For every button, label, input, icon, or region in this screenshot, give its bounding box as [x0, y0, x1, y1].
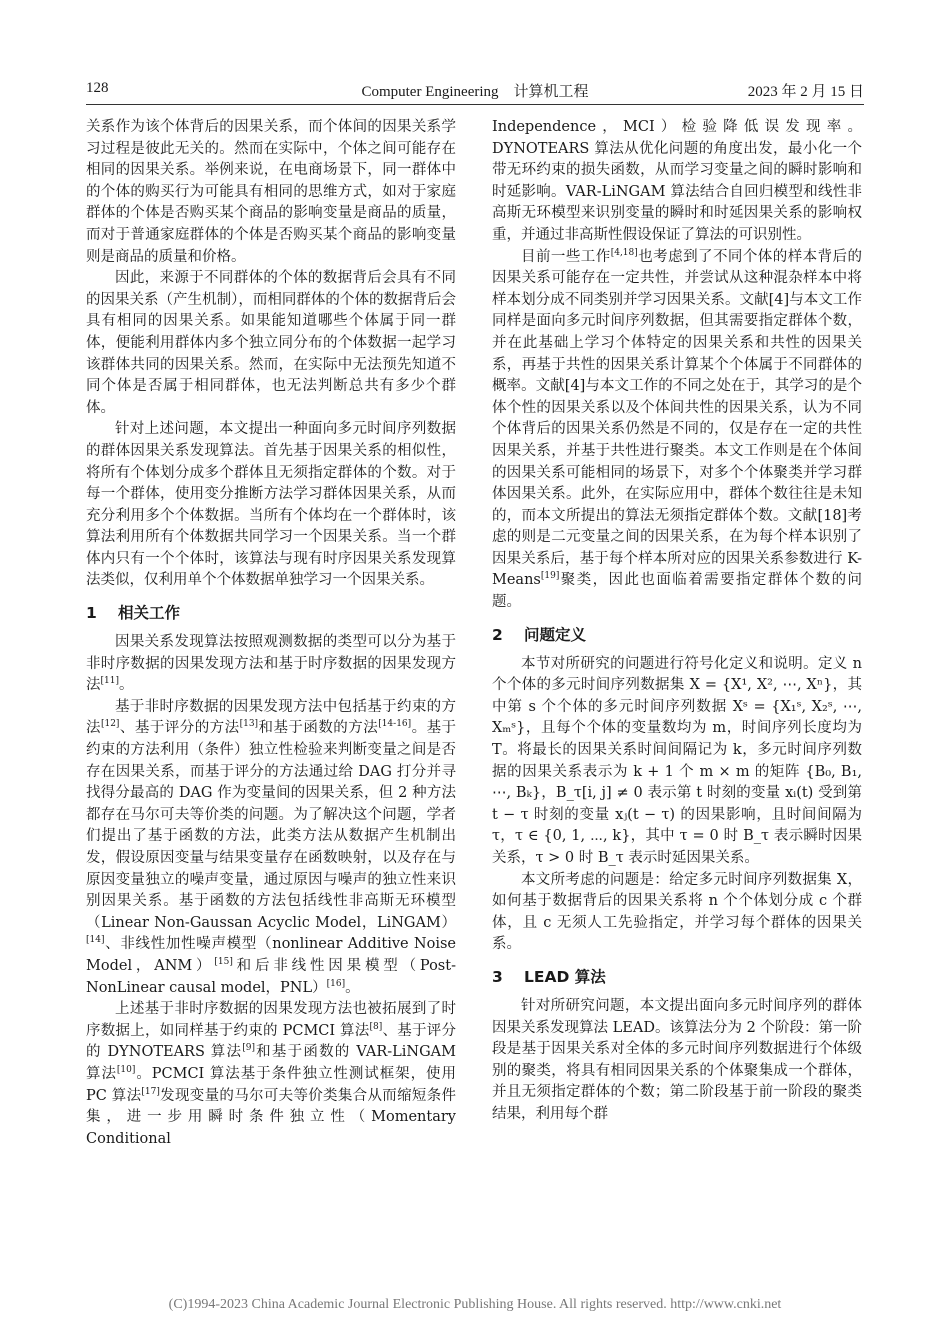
paragraph: [492, 247, 862, 614]
running-header: [86, 74, 864, 105]
text-run: 和基于函数的方法: [258, 720, 379, 737]
section-heading-3: [492, 966, 862, 988]
citation[interactable]: [12]: [100, 719, 120, 730]
text-run: 也考虑到了不同个体的样本背后的因果关系可能存在一定共性，并尝试从这种混杂样本中将样本划分成不同类别并学习因果关系。文献[4]与本文工作同样是面向多元时间序列数据，但其需要指定群体个数，并在此基础上学习个体特定的因果关系和共性的因果关系，再基于共性的因果关系计算某个个体属于不同群体的概率。文献[4]与本文工作的不同之处在于，其学习的是个体个性的因果关系以及个体间共性的因果关系，认为不同个体背后的因果关系仍然是不同的，仅是存在一定的共性因果关系，并基于共性进行聚类。本文工作则是在个体间的因果关系可能相同的场景下，对多个个体聚类并学习群体因果关系。此外，在实际应用中，群体个数往往是未知的，而本文所提出的算法无须指定群体个数。文献[18]考虑的则是二元变量之间的因果关系，在为每个样本识别了因果关系后，基于每个样本所对应的因果关系参数进行 K-Means: [492, 248, 863, 589]
citation[interactable]: [4,18]: [610, 247, 638, 258]
paragraph: [86, 999, 456, 1150]
copyright-footer: (C)1994-2023 China Academic Journal Electronic Publishing House. All rights reserved. http://www.cnki.net: [168, 1297, 782, 1312]
section-number: 1: [86, 604, 97, 623]
paragraph: Independence，MCI）检验降低误发现率。DYNOTEARS 算法从优化问题的角度出发，最小化一个带无环约束的损失函数，从而学习变量之间的瞬时影响和时延影响。VAR-LiNGAM 算法结合自回归模型和线性非高斯无环模型来识别变量的瞬时和时延因果关系的影响权重，并通过非高斯性假设保证了算法的可识别性。: [492, 119, 862, 243]
section-heading-1: [86, 602, 456, 624]
paragraph: 本文所考虑的问题是：给定多元时间序列数据集 X，如何基于数据背后的因果关系将 n 个个体划分成 c 个群体，且 c 无须人工先验指定，并学习每个群体的因果关系。: [492, 871, 862, 953]
left-column: [86, 117, 456, 1150]
text-run: 基于非时序数据的因果发现方法中包括基于约束的方法: [86, 698, 456, 737]
text-run: 。PCMCI 算法基于条件独立性测试框架，使用 PC 算法: [86, 1065, 456, 1104]
citation[interactable]: [15]: [214, 957, 233, 968]
section-title: LEAD 算法: [524, 967, 606, 986]
section-title: 相关工作: [118, 604, 181, 623]
paragraph: [86, 697, 456, 999]
citation[interactable]: [17]: [141, 1086, 160, 1097]
issue-date: 2023 年 2 月 15 日: [747, 84, 864, 100]
text-run: 、非线性加性噪声模型（nonlinear Additive Noise Model，ANM）: [86, 936, 456, 974]
citation[interactable]: [9]: [242, 1043, 255, 1054]
citation[interactable]: [19]: [540, 571, 560, 582]
right-column: [492, 117, 862, 1126]
text-run: 因果关系发现算法按照观测数据的类型可以分为基于非时序数据的因果发现方法和基于时序数据的因果发现方法: [86, 634, 456, 694]
text-run: 。: [345, 979, 360, 996]
text-run: 上述基于非时序数据的因果发现方法也被拓展到了时序数据上，如同样基于约束的 PCMCI 算法: [86, 1001, 456, 1039]
text-run: 发现变量的马尔可夫等价类集合从而缩短条件集，进一步用瞬时条件独立性（Momentary Conditional: [86, 1087, 457, 1147]
journal-name: Computer Engineering 计算机工程: [361, 84, 589, 100]
citation[interactable]: [13]: [239, 719, 259, 730]
text-run: 。基于约束的方法利用（条件）独立性检验来判断变量之间是否存在因果关系，而基于评分的方法通过给 DAG 打分并寻找得分最高的 DAG 作为变量间的因果关系，但 2 种方法都存在马尔可夫等价类的问题。为了解决这个问题，学者们提出了基于函数的方法，此类方法从数据产生机制出发，假设原因变量与结果变量存在函数映射，以及存在与原因变量独立的噪声变量，通过原因与噪声的独立性来识别因果关系。基于函数的方法包括线性非高斯无环模型（Linear Non-Gaussan Acyclic Model，LiNGAM）: [86, 720, 457, 931]
citation[interactable]: [8]: [369, 1021, 383, 1032]
text-run: 、基于评分的 DYNOTEARS 算法: [86, 1022, 456, 1061]
section-heading-2: [492, 624, 862, 646]
citation[interactable]: [14-16]: [378, 719, 412, 730]
paragraph: 针对上述问题，本文提出一种面向多元时间序列数据的群体因果关系发现算法。首先基于因果关系的相似性，将所有个体划分成多个群体且无须指定群体的个数。对于每一个群体，使用变分推断方法学习群体因果关系，从而充分利用多个个体数据。当所有个体均在一个群体时，该算法利用所有个体数据共同学习一个因果关系。当一个群体内只有一个个体时，该算法与现有时序因果关系发现算法类似，仅利用单个个体数据单独学习一个因果关系。: [86, 421, 456, 589]
section-number: 2: [492, 625, 503, 644]
page-number: 128: [86, 80, 109, 96]
text-run: 和基于函数的 VAR-LiNGAM 算法: [86, 1044, 456, 1082]
text-run: 、基于评分的方法: [119, 720, 240, 737]
citation[interactable]: [14]: [86, 935, 105, 946]
citation[interactable]: [16]: [326, 978, 346, 989]
section-number: 3: [492, 967, 503, 986]
paragraph: 本节对所研究的问题进行符号化定义和说明。定义 n 个个体的多元时间序列数据集 X = {X¹, X², ⋯, Xⁿ}，其中第 s 个个体的多元时间序列数据 Xˢ = {X₁ˢ, X₂ˢ, ⋯, Xₘˢ}，且每个个体的变量数均为 m，时间序列长度均为 T。将最长的因果关系时间间隔记为 k，多元时间序列数据的因果关系表示为 k + 1 个 m × m 的矩阵 {B₀, B₁, ⋯, Bₖ}，B_τ[i, j] ≠ 0 表示第 t 时刻的变量 xᵢ(t) 受到第 t − τ 时刻的变量 xⱼ(t − τ) 的因果影响，且时间间隔为 τ，τ ∈ {0, 1, ⋯, k}，其中 τ = 0 时 B_τ 表示瞬时因果关系，τ > 0 时 B_τ 表示时延因果关系。: [492, 655, 862, 866]
text-run: 聚类，因此也面临着需要指定群体个数的问题。: [492, 572, 862, 611]
text-run: 。: [118, 677, 134, 694]
paragraph: [86, 632, 456, 697]
section-title: 问题定义: [524, 625, 587, 644]
text-run: 目前一些工作: [521, 248, 611, 265]
text-run: 和后非线性因果模型（Post-NonLinear causal model，PNL）: [86, 957, 456, 996]
citation[interactable]: [11]: [100, 676, 119, 687]
citation[interactable]: [10]: [116, 1065, 136, 1076]
paragraph: 因此，来源于不同群体的个体的数据背后会具有不同的因果关系（产生机制），而相同群体的个体的数据背后会具有相同的因果关系。如果能知道哪些个体属于同一群体，便能利用群体内多个独立同分布的个体数据一起学习该群体共同的因果关系。然而，在实际中无法预先知道不同个体是否属于相同群体，也无法判断总共有多少个群体。: [86, 270, 456, 416]
paragraph: 关系作为该个体背后的因果关系，而个体间的因果关系学习过程是彼此无关的。然而在实际中，个体之间可能存在相同的因果关系。举例来说，在电商场景下，同一群体中的个体的购买行为可能具有相同的思维方式，如对于家庭群体的个体是否购买某个商品的影响变量是商品的质量，而对于普通家庭群体的个体是否购买某个商品的影响变量则是商品的质量和价格。: [86, 119, 456, 265]
paragraph: 针对所研究问题，本文提出面向多元时间序列的群体因果关系发现算法 LEAD。该算法分为 2 个阶段：第一阶段是基于因果关系对全体的多元时间序列数据进行个体级别的聚类，将具有相同因果关系的个体聚集成一个群体，并且无须指定群体的个数；第二阶段基于前一阶段的聚类结果，利用每个群: [492, 997, 862, 1122]
